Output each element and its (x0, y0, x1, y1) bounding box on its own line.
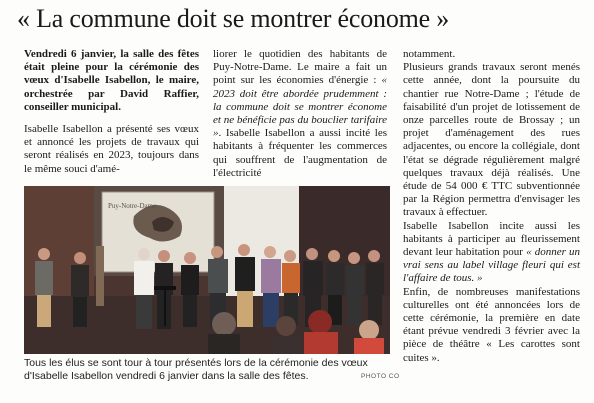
flowering-quote: « donner un vrai sens au label village fleuri qui est l'affaire de tous. » (403, 246, 580, 285)
photo-caption: Tous les élus se sont tour à tour présentés lors de la cérémonie des vœux d'Isabelle Isabellon vendredi 6 janvier dans la salle des fêtes. (24, 357, 368, 382)
article-column-1 (24, 48, 199, 176)
paragraph-text: Isabelle Isabellon incite aussi les habitants à participer au fleurissement devant leur habitation pour (403, 219, 580, 259)
mayor-quote: « 2023 doit être abordée prudemment : la commune doit se montrer économe et ne bénéficie pas du bouclier tarifaire » (213, 74, 387, 140)
article-headline: « La commune doit se montrer économe » (17, 4, 450, 33)
ceremony-photo-illustration (24, 186, 390, 354)
article-paragraph (403, 286, 580, 365)
play-title: « Les carottes sont cuites » (403, 338, 580, 364)
paragraph-text: Enfin, de nombreuses manifestations culturelles ont été annoncées lors de cette cérémonie, la première en date étant prévue vendredi 3 février avec la pièce de théâtre (403, 285, 580, 351)
article-paragraph (213, 48, 387, 180)
photo-credit: PHOTO CO (361, 373, 400, 380)
article-column-3 (403, 48, 580, 365)
paragraph-text: liorer le quotidien des habitants de Puy-Notre-Dame. Le maire a fait un point sur les économies d'énergie : (213, 48, 387, 87)
article-column-2 (213, 48, 387, 180)
banner-text: Puy-Notre-Dame (108, 202, 157, 210)
article-photo (24, 186, 390, 354)
paragraph-text: . (436, 351, 440, 364)
article-paragraph: notamment. (403, 48, 456, 60)
article-paragraph (403, 220, 580, 286)
article-paragraph: Plusieurs grands travaux seront menés cette année, dont la poursuite du chantier rue Notre-Dame ; l'étude de faisabilité d'un projet de lotissement de onze parcelles route de Brossay ; un projet d'aménagement des rues adjacentes, ou encore la collégiale, dont l'état se dégrade régulièrement malgré quelques travaux déjà réalisés. Une étude de 54 000 € TTC subventionnée par la Région permettra d'envisager les travaux à effectuer. (403, 61, 580, 219)
article-lead: Vendredi 6 janvier, la salle des fêtes était pleine pour la cérémonie des vœux d'Isabelle Isabellon, le maire, orchestrée par David Raffier, conseiller municipal. (24, 48, 199, 113)
paragraph-text: . Isabelle Isabellon a aussi incité les habitants à fréquenter les commerces qui souffrent de l'augmentation de l'électricité (213, 127, 387, 179)
article-paragraph: Isabelle Isabellon a présenté ses vœux et annoncé les projets de travaux qui seront réalisés en 2023, toujours dans le même souci d'amé- (24, 123, 199, 175)
